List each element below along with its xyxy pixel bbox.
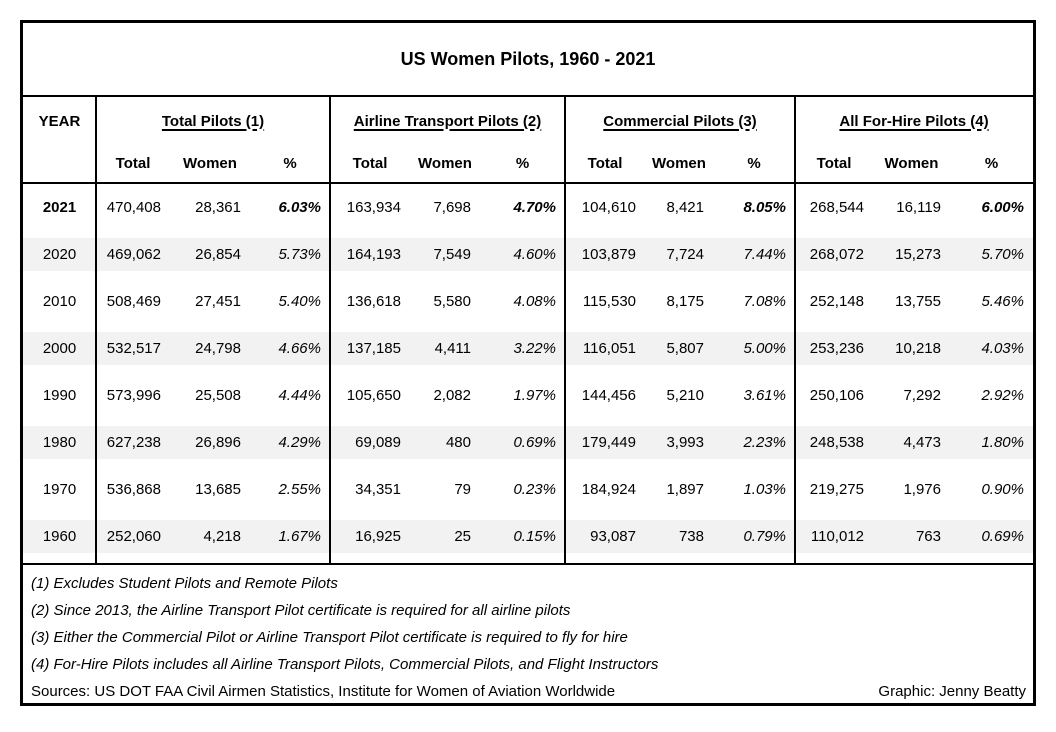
data-cell: 1.03% <box>743 481 786 498</box>
data-cell: 2.55% <box>278 481 321 498</box>
data-cell: 268,072 <box>809 246 864 263</box>
data-cell: 137,185 <box>346 340 401 357</box>
data-cell: 163,934 <box>346 199 401 216</box>
year-cell: 2021 <box>42 199 77 216</box>
data-cell: 0.69% <box>981 528 1024 545</box>
subheader-total: Total <box>587 155 623 172</box>
data-cell: 1.97% <box>513 387 556 404</box>
column-group-header-commercial: Commercial Pilots (3) <box>603 112 757 130</box>
data-cell: 24,798 <box>195 340 241 357</box>
data-cell: 15,273 <box>895 246 941 263</box>
data-cell: 480 <box>445 434 471 451</box>
data-cell: 3.22% <box>513 340 556 357</box>
data-cell: 4.44% <box>278 387 321 404</box>
subheader-women: Women <box>418 155 472 172</box>
data-cell: 115,530 <box>582 293 636 310</box>
column-group-header-total-pilots: Total Pilots (1) <box>161 112 265 130</box>
year-cell: 2000 <box>42 340 77 357</box>
subheader-percent: % <box>747 155 761 172</box>
year-cell: 1960 <box>42 528 77 545</box>
data-cell: 110,012 <box>810 528 864 545</box>
data-cell: 1.80% <box>981 434 1024 451</box>
subheader-percent: % <box>515 155 530 172</box>
data-cell: 25,508 <box>195 387 241 404</box>
credit-text: Graphic: Jenny Beatty <box>878 683 1026 700</box>
table-header <box>23 97 1033 184</box>
data-cell: 2.92% <box>981 387 1024 404</box>
table-row <box>23 325 1033 372</box>
year-cell: 1990 <box>42 387 77 404</box>
data-cell: 28,361 <box>195 199 241 216</box>
table-row <box>23 184 1033 231</box>
data-cell: 2,082 <box>433 387 471 404</box>
data-cell: 470,408 <box>106 199 161 216</box>
data-cell: 252,060 <box>106 528 161 545</box>
data-cell: 0.79% <box>743 528 786 545</box>
table-row <box>23 513 1033 560</box>
page-title: US Women Pilots, 1960 - 2021 <box>23 23 1033 97</box>
table-row <box>23 231 1033 278</box>
data-cell: 6.03% <box>278 199 321 216</box>
data-cell: 536,868 <box>106 481 161 498</box>
column-group-header-airline-transport: Airline Transport Pilots (2) <box>353 112 542 130</box>
data-cell: 5,210 <box>666 387 704 404</box>
table-row <box>23 278 1033 325</box>
sources-text: Sources: US DOT FAA Civil Airmen Statistics, Institute for Women of Aviation Worldwide <box>31 683 616 700</box>
year-cell: 1970 <box>42 481 77 498</box>
data-cell: 532,517 <box>106 340 161 357</box>
data-cell: 7,292 <box>903 387 941 404</box>
data-cell: 184,924 <box>581 481 636 498</box>
column-separator <box>794 97 796 565</box>
data-cell: 79 <box>454 481 471 498</box>
data-cell: 13,685 <box>195 481 241 498</box>
data-cell: 93,087 <box>590 528 636 545</box>
data-cell: 7,698 <box>433 199 471 216</box>
data-cell: 103,879 <box>581 246 636 263</box>
data-cell: 3.61% <box>743 387 786 404</box>
subheader-percent: % <box>984 155 999 172</box>
data-cell: 0.69% <box>513 434 556 451</box>
footnotes-section <box>23 565 1033 705</box>
data-cell: 13,755 <box>895 293 941 310</box>
data-cell: 26,854 <box>195 246 241 263</box>
data-cell: 4.66% <box>278 340 321 357</box>
data-cell: 1,897 <box>666 481 704 498</box>
data-cell: 116,051 <box>582 340 636 357</box>
data-cell: 5,580 <box>433 293 471 310</box>
subheader-percent: % <box>283 155 297 172</box>
data-cell: 4.70% <box>513 199 556 216</box>
data-cell: 253,236 <box>809 340 864 357</box>
data-cell: 250,106 <box>809 387 864 404</box>
footnote: (4) For-Hire Pilots includes all Airline Transport Pilots, Commercial Pilots, and Flight Instructors <box>31 656 659 673</box>
data-cell: 4.08% <box>513 293 556 310</box>
data-cell: 248,538 <box>809 434 864 451</box>
data-cell: 4.03% <box>981 340 1024 357</box>
data-cell: 16,925 <box>355 528 401 545</box>
data-cell: 5.40% <box>278 293 321 310</box>
subheader-total: Total <box>352 155 388 172</box>
data-cell: 763 <box>915 528 941 545</box>
data-cell: 3,993 <box>666 434 704 451</box>
data-cell: 4.60% <box>513 246 556 263</box>
data-cell: 573,996 <box>106 387 161 404</box>
data-cell: 4,411 <box>434 340 471 357</box>
year-column-header: YEAR <box>38 112 81 130</box>
data-cell: 268,544 <box>809 199 864 216</box>
data-cell: 7,549 <box>433 246 471 263</box>
data-cell: 27,451 <box>195 293 241 310</box>
data-cell: 5.46% <box>981 293 1024 310</box>
year-cell: 2020 <box>42 246 77 263</box>
subheader-women: Women <box>652 155 706 172</box>
subheader-total: Total <box>115 155 151 172</box>
data-cell: 5,807 <box>666 340 704 357</box>
data-cell: 144,456 <box>581 387 636 404</box>
data-cell: 179,449 <box>581 434 636 451</box>
data-cell: 7.08% <box>743 293 786 310</box>
data-cell: 0.23% <box>513 481 556 498</box>
data-cell: 25 <box>454 528 471 545</box>
data-cell: 5.70% <box>981 246 1024 263</box>
data-cell: 2.23% <box>743 434 786 451</box>
pilot-stats-table <box>20 20 1036 706</box>
column-group-header-for-hire: All For-Hire Pilots (4) <box>839 112 989 130</box>
data-cell: 4.29% <box>278 434 321 451</box>
data-cell: 5.73% <box>278 246 321 263</box>
data-cell: 1,976 <box>903 481 941 498</box>
data-cell: 1.67% <box>278 528 321 545</box>
data-cell: 252,148 <box>809 293 864 310</box>
data-cell: 738 <box>678 528 704 545</box>
data-cell: 34,351 <box>355 481 401 498</box>
footnote: (2) Since 2013, the Airline Transport Pilot certificate is required for all airline pilots <box>31 602 571 619</box>
subheader-total: Total <box>816 155 852 172</box>
data-cell: 4,218 <box>203 528 241 545</box>
data-cell: 627,238 <box>106 434 161 451</box>
data-cell: 105,650 <box>346 387 401 404</box>
column-separator <box>564 97 566 565</box>
data-cell: 7.44% <box>743 246 786 263</box>
data-cell: 69,089 <box>355 434 401 451</box>
data-cell: 26,896 <box>195 434 241 451</box>
year-cell: 2010 <box>42 293 77 310</box>
table-body <box>23 184 1033 565</box>
subheader-women: Women <box>183 155 237 172</box>
data-cell: 0.15% <box>513 528 556 545</box>
data-cell: 4,473 <box>903 434 941 451</box>
data-cell: 8,175 <box>666 293 704 310</box>
data-cell: 469,062 <box>106 246 161 263</box>
footnote: (3) Either the Commercial Pilot or Airline Transport Pilot certificate is required to fly for hire <box>31 629 628 646</box>
data-cell: 508,469 <box>106 293 161 310</box>
table-row <box>23 372 1033 419</box>
data-cell: 6.00% <box>981 199 1024 216</box>
data-cell: 136,618 <box>346 293 401 310</box>
subheader-women: Women <box>884 155 939 172</box>
data-cell: 219,275 <box>809 481 864 498</box>
table-row <box>23 466 1033 513</box>
column-separator <box>95 97 97 565</box>
year-cell: 1980 <box>42 434 77 451</box>
data-cell: 104,610 <box>581 199 636 216</box>
table-row <box>23 419 1033 466</box>
table-grid <box>23 97 1033 565</box>
data-cell: 8.05% <box>743 199 786 216</box>
data-cell: 5.00% <box>743 340 786 357</box>
data-cell: 0.90% <box>981 481 1024 498</box>
data-cell: 164,193 <box>346 246 401 263</box>
data-cell: 10,218 <box>895 340 941 357</box>
footnote: (1) Excludes Student Pilots and Remote Pilots <box>31 575 338 592</box>
data-cell: 8,421 <box>666 199 704 216</box>
data-cell: 16,119 <box>896 199 941 216</box>
column-separator <box>329 97 331 565</box>
data-cell: 7,724 <box>666 246 704 263</box>
